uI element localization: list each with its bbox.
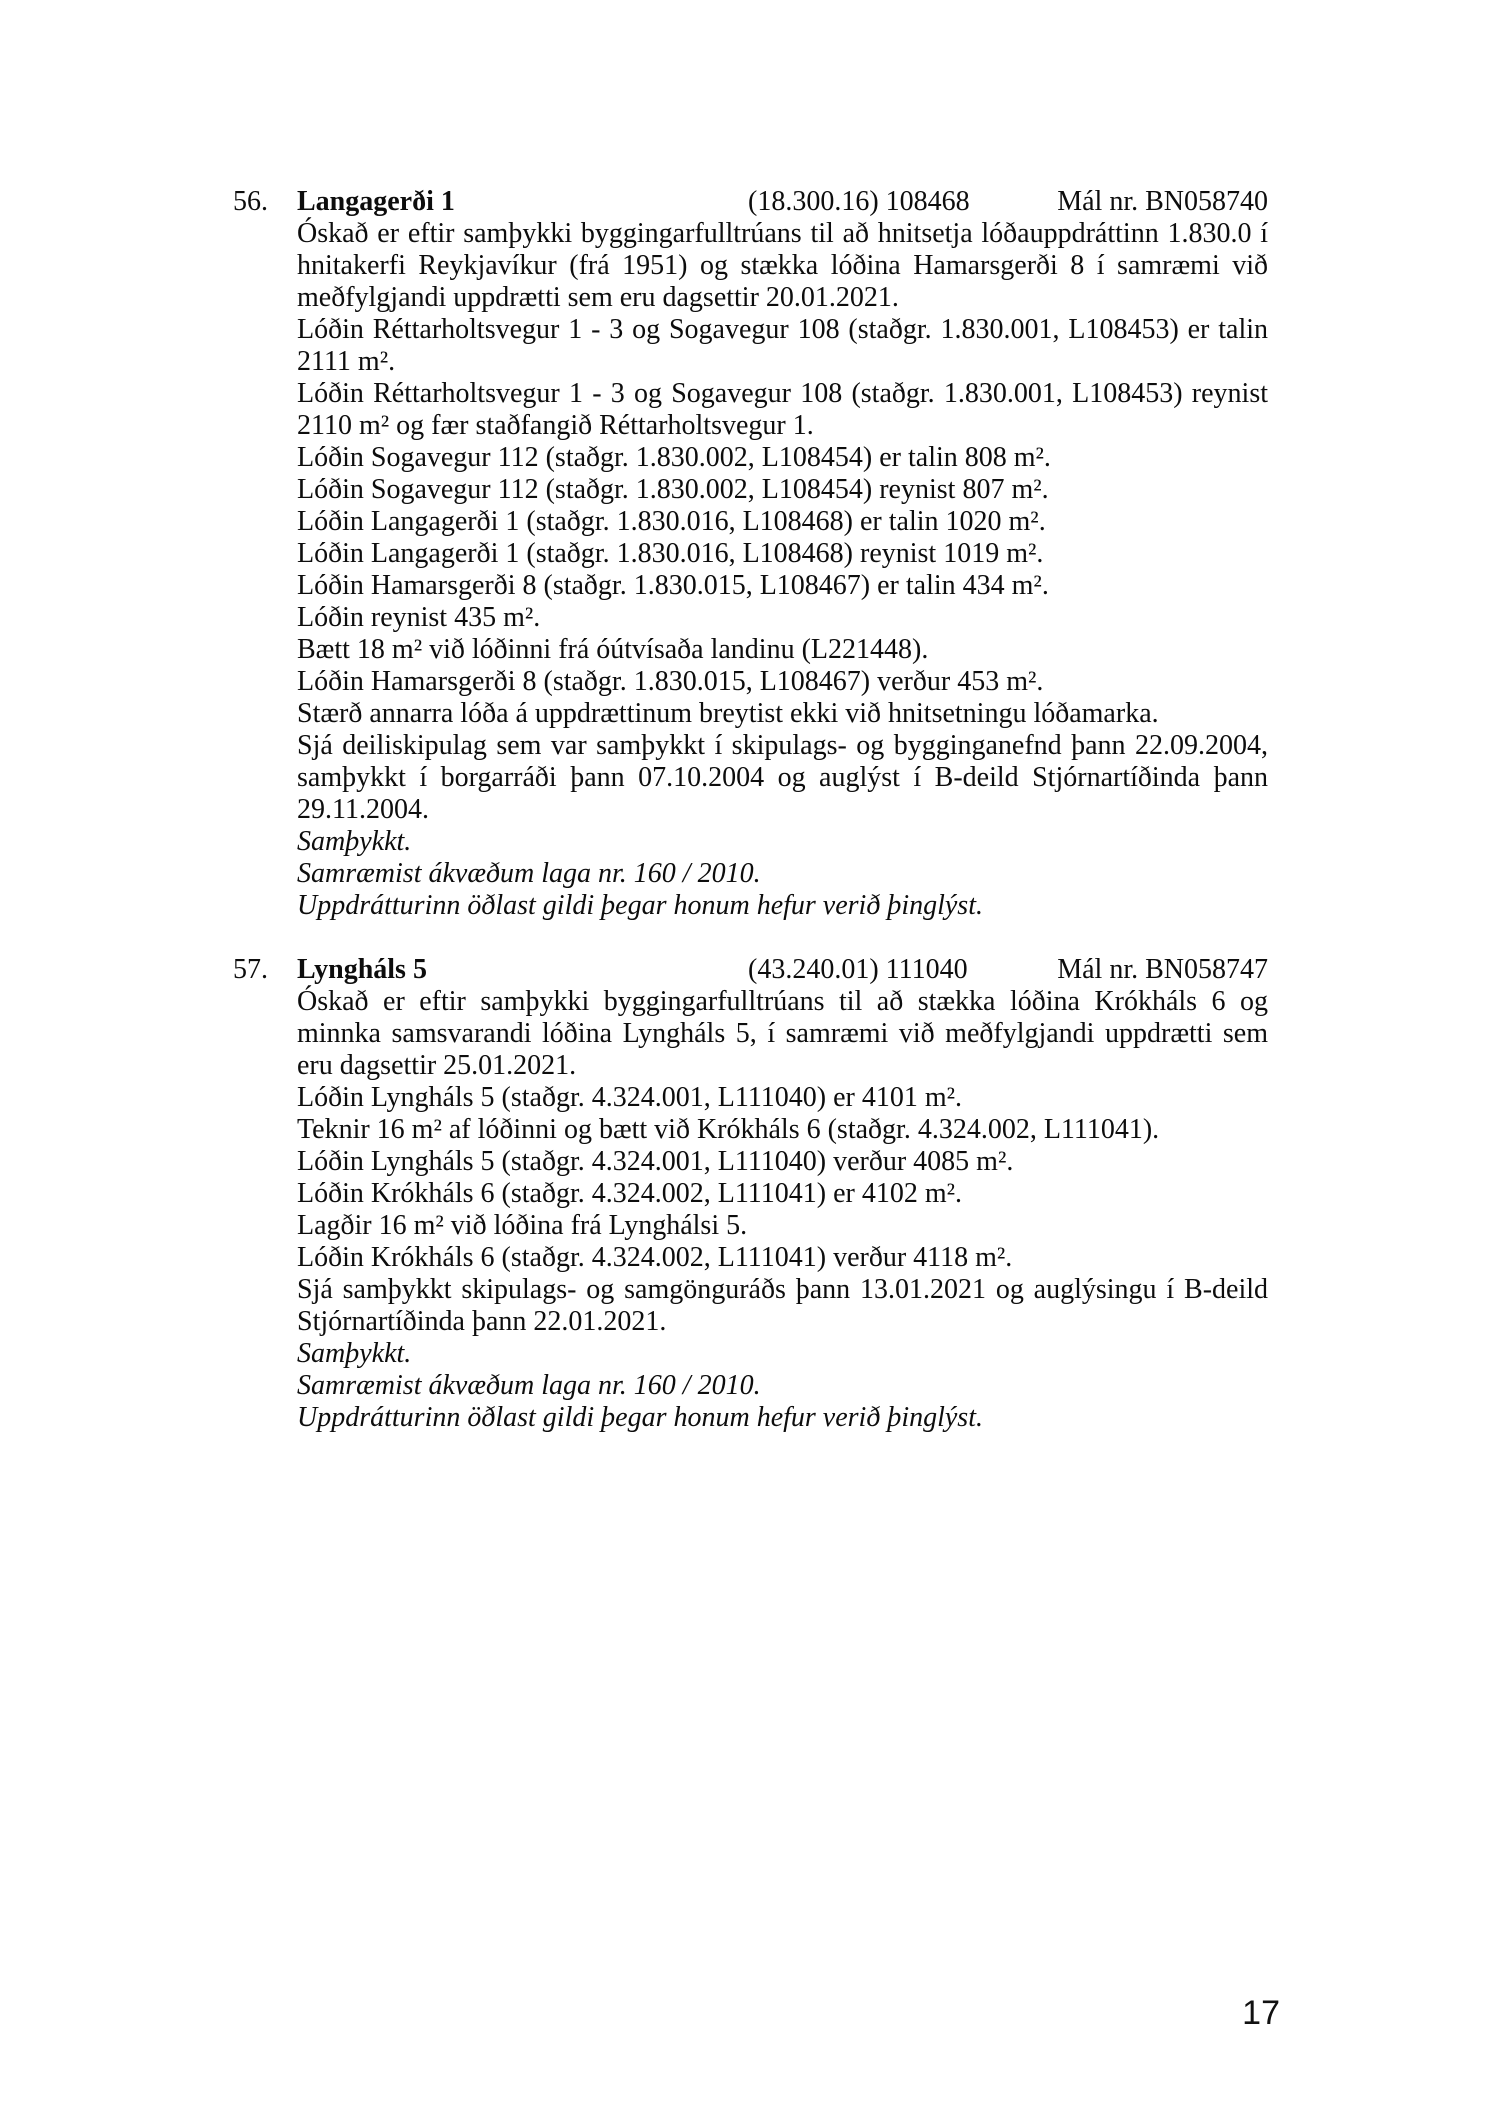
item-header — [233, 954, 1268, 986]
page-number: 17 — [1242, 1994, 1280, 2032]
approval-note: Samþykkt. — [297, 1338, 412, 1369]
item-body — [297, 986, 1268, 1434]
agenda-item-56 — [233, 186, 1268, 922]
document-content — [233, 186, 1268, 1434]
item-paragraph: Lóðin Sogavegur 112 (staðgr. 1.830.002, L108454) er talin 808 m². — [297, 442, 1051, 473]
item-paragraph: Bætt 18 m² við lóðinni frá óútvísaða landinu (L221448). — [297, 634, 929, 665]
item-paragraph: Lóðin Sogavegur 112 (staðgr. 1.830.002, L108454) reynist 807 m². — [297, 474, 1049, 505]
approval-note: Samþykkt. — [297, 826, 412, 857]
registration-note: Uppdrátturinn öðlast gildi þegar honum hefur verið þinglýst. — [297, 1402, 983, 1433]
registration-note: Uppdrátturinn öðlast gildi þegar honum hefur verið þinglýst. — [297, 890, 983, 921]
item-paragraph: Lóðin Hamarsgerði 8 (staðgr. 1.830.015, L108467) er talin 434 m². — [297, 570, 1049, 601]
law-reference-note: Samræmist ákvæðum laga nr. 160 / 2010. — [297, 858, 761, 889]
item-paragraph: Lóðin reynist 435 m². — [297, 602, 541, 633]
item-paragraph: Lóðin Lyngháls 5 (staðgr. 4.324.001, L111040) verður 4085 m². — [297, 1146, 1014, 1177]
item-paragraph: Lóðin Lyngháls 5 (staðgr. 4.324.001, L111040) er 4101 m². — [297, 1082, 963, 1113]
item-paragraph: Lóðin Hamarsgerði 8 (staðgr. 1.830.015, L108467) verður 453 m². — [297, 666, 1044, 697]
item-paragraph: Sjá deiliskipulag sem var samþykkt í skipulags- og bygginganefnd þann 22.09.2004, samþykkt í borgarráði þann 07.10.2004 og auglýst í B-deild Stjórnartíðinda þann 29.11.2004. — [297, 730, 1268, 825]
item-title: Langagerði 1 — [297, 186, 455, 217]
item-paragraph: Sjá samþykkt skipulags- og samgönguráðs þann 13.01.2021 og auglýsingu í B-deild Stjórnartíðinda þann 22.01.2021. — [297, 1274, 1268, 1337]
law-reference-note: Samræmist ákvæðum laga nr. 160 / 2010. — [297, 1370, 761, 1401]
item-reference: (43.240.01) 111040 — [748, 954, 968, 985]
case-number: Mál nr. BN058740 — [1057, 186, 1268, 217]
item-body — [297, 218, 1268, 922]
item-number: 56. — [233, 186, 268, 217]
item-paragraph: Lóðin Langagerði 1 (staðgr. 1.830.016, L108468) er talin 1020 m². — [297, 506, 1046, 537]
item-paragraph: Teknir 16 m² af lóðinni og bætt við Krókháls 6 (staðgr. 4.324.002, L111041). — [297, 1114, 1160, 1145]
item-paragraph: Óskað er eftir samþykki byggingarfulltrúans til að hnitsetja lóðauppdráttinn 1.830.0 í hnitakerfi Reykjavíkur (frá 1951) og stækka lóðina Hamarsgerði 8 í samræmi við meðfylgjandi uppdrætti sem eru dagsettir 20.01.2021. — [297, 218, 1268, 313]
item-paragraph: Lóðin Krókháls 6 (staðgr. 4.324.002, L111041) er 4102 m². — [297, 1178, 963, 1209]
case-number: Mál nr. BN058747 — [1057, 954, 1268, 985]
item-paragraph: Lagðir 16 m² við lóðina frá Lynghálsi 5. — [297, 1210, 748, 1241]
item-paragraph: Lóðin Réttarholtsvegur 1 - 3 og Sogavegur 108 (staðgr. 1.830.001, L108453) er talin 2111 m². — [297, 314, 1268, 377]
item-number: 57. — [233, 954, 268, 985]
item-title: Lyngháls 5 — [297, 954, 427, 985]
item-paragraph: Lóðin Krókháls 6 (staðgr. 4.324.002, L111041) verður 4118 m². — [297, 1242, 1013, 1273]
item-reference: (18.300.16) 108468 — [748, 186, 970, 217]
item-paragraph: Lóðin Langagerði 1 (staðgr. 1.830.016, L108468) reynist 1019 m². — [297, 538, 1044, 569]
item-paragraph: Lóðin Réttarholtsvegur 1 - 3 og Sogavegur 108 (staðgr. 1.830.001, L108453) reynist 2110 m² og fær staðfangið Réttarholtsvegur 1. — [297, 378, 1268, 441]
item-paragraph: Óskað er eftir samþykki byggingarfulltrúans til að stækka lóðina Krókháls 6 og minnka samsvarandi lóðina Lyngháls 5, í samræmi við meðfylgjandi uppdrætti sem eru dagsettir 25.01.2021. — [297, 986, 1268, 1081]
item-header — [233, 186, 1268, 218]
agenda-item-57 — [233, 954, 1268, 1434]
item-paragraph: Stærð annarra lóða á uppdrættinum breytist ekki við hnitsetningu lóðamarka. — [297, 698, 1159, 729]
